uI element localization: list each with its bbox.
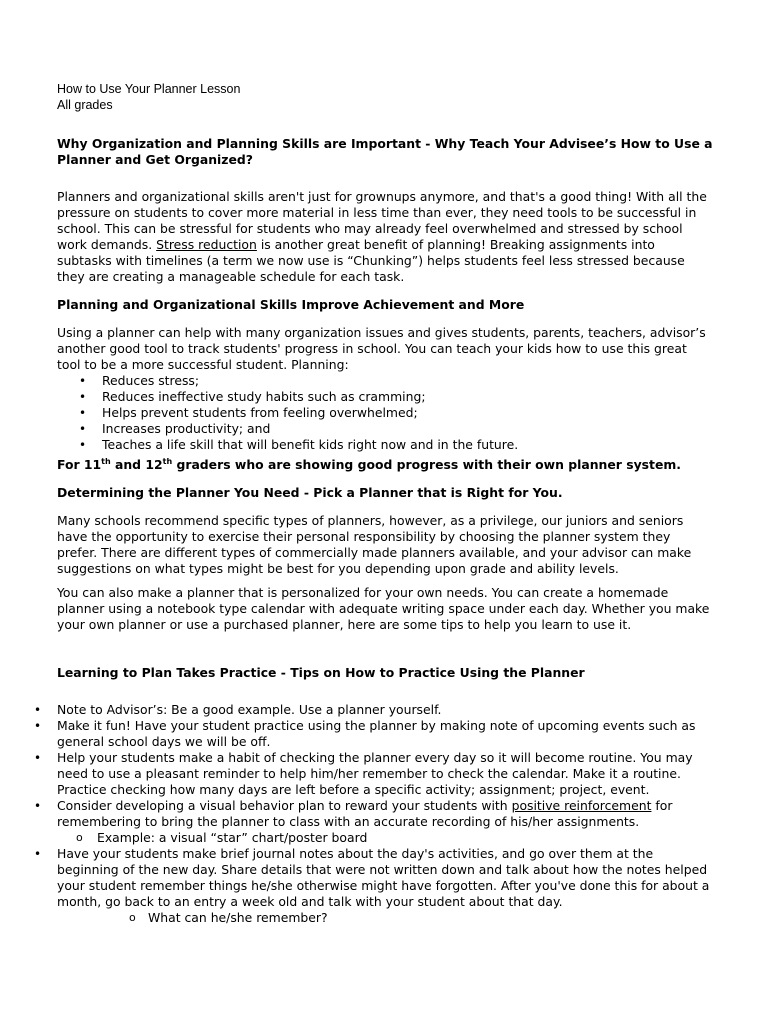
bullet-icon: •: [79, 406, 87, 420]
list-item: Make it fun! Have your student practice using the planner by making note of upcoming events such as general school days we will be off.: [57, 718, 696, 749]
list-item: Helps prevent students from feeling overwhelmed;: [102, 405, 418, 420]
bullet-icon: •: [34, 703, 42, 717]
bullet-icon: •: [79, 422, 87, 436]
bullet-icon: •: [34, 847, 42, 861]
section-heading-why-organization: Why Organization and Planning Skills are Important - Why Teach Your Advisee’s How to Use a Planner and Get Organized?: [57, 136, 713, 167]
paragraph-using-planner: Using a planner can help with many organization issues and gives students, parents, teachers, advisor’s another good tool to track students' progress in school. You can teach your kids how to use this great tool to be a more successful student. Planning:: [57, 325, 706, 372]
list-item: Help your students make a habit of checking the planner every day so it will become routine. You may need to use a pleasant reminder to help him/her remember to check the calendar. Make it a routine. Practice checking how many days are left before a specific activity; assignment; project, event.: [57, 750, 693, 797]
bullet-icon: •: [34, 751, 42, 765]
bullet-icon: •: [34, 719, 42, 733]
bullet-icon: •: [79, 438, 87, 452]
bullet-icon: •: [79, 374, 87, 388]
section-heading-learning-to-plan: Learning to Plan Takes Practice - Tips on How to Practice Using the Planner: [57, 665, 585, 680]
list-item: Reduces stress;: [102, 373, 200, 388]
paragraph-schools-recommend: Many schools recommend specific types of planners, however, as a privilege, our juniors and seniors have the opportunity to exercise their personal responsibility by choosing the planner system they prefer. There are different types of commercially made planners available, and your advisor can make suggestions on what types might be best for you depending upon grade and ability levels.: [57, 513, 692, 576]
section-heading-determining-planner: Determining the Planner You Need - Pick a Planner that is Right for You.: [57, 485, 563, 500]
sub-list-item: What can he/she remember?: [148, 910, 328, 925]
paragraph-homemade-planner: You can also make a planner that is personalized for your own needs. You can create a homemade planner using a notebook type calendar with adequate writing space under each day. Whether you make your own planner or use a purchased planner, here are some tips to help you learn to use it.: [57, 585, 710, 632]
positive-reinforcement-link[interactable]: positive reinforcement: [511, 798, 652, 813]
bullet-icon: •: [79, 390, 87, 404]
list-item: Consider developing a visual behavior plan to reward your students with positive reinforcement for remembering to bring the planner to class with an accurate recording of his/her assignments.: [57, 798, 673, 829]
list-item: Teaches a life skill that will benefit kids right now and in the future.: [102, 437, 519, 452]
bullet-icon: •: [34, 799, 42, 813]
list-item: Note to Advisor’s: Be a good example. Use a planner yourself.: [57, 702, 442, 717]
list-item: Reduces ineffective study habits such as cramming;: [102, 389, 426, 404]
list-item: Increases productivity; and: [102, 421, 271, 436]
section-heading-achievement: Planning and Organizational Skills Improve Achievement and More: [57, 297, 525, 312]
circle-bullet-icon: o: [129, 911, 136, 924]
circle-bullet-icon: o: [76, 831, 83, 844]
document-title: How to Use Your Planner Lesson: [57, 82, 241, 96]
sub-list-item: Example: a visual “star” chart/poster board: [97, 830, 368, 845]
stress-reduction-link[interactable]: Stress reduction: [156, 237, 257, 252]
list-item: Have your students make brief journal notes about the day's activities, and go over them at the beginning of the new day. Share details that were not written down and talk about how the notes helped your student remember things he/she otherwise might have forgotten. After you've done this for about a month, go back to an entry a week old and talk with your student about that day.: [57, 846, 710, 909]
paragraph-planners-intro: Planners and organizational skills aren't just for grownups anymore, and that's a good thing! With all the pressure on students to cover more material in less time than ever, they need tools to be successful in school. This can be stressful for students who may already feel overwhelmed and stressed by school work demands. Stress reduction is another great benefit of planning! Breaking assignments into subtasks with timelines (a term we now use is “Chunking”) helps students feel less stressed because they are creating a manageable schedule for each task.: [57, 189, 707, 284]
document-subtitle: All grades: [57, 98, 113, 112]
section-heading-11th-12th: For 11th and 12th graders who are showing good progress with their own planner system.: [57, 456, 681, 472]
